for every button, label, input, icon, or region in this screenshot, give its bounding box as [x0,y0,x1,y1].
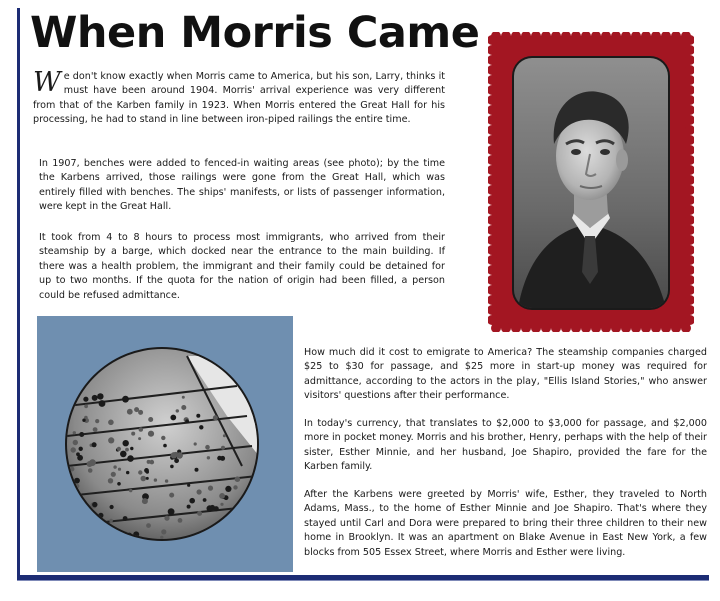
great-hall-photo [37,316,293,572]
crowd-figure [70,540,75,545]
crowd-figure [154,478,157,481]
left-border-rule [17,8,20,580]
crowd-figure [146,523,151,528]
crowd-figure [83,397,88,402]
crowd-figure [123,440,129,446]
crowd-figure [108,437,114,443]
crowd-figure [164,516,169,521]
crowd-figure [208,486,213,491]
crowd-figure [111,536,115,540]
paragraph-processing: It took from 4 to 8 hours to process most immigrants, who arrived from their steamship by a barge, which docked near the entrance to the main building. If there was a health problem, the immigrant and their family could be detained for up to two months. If the quota for the nation of origin had been filled, a person could be refused admittance. [39,232,445,301]
crowd-figure [182,396,185,399]
crowd-figure [205,445,210,450]
crowd-figure [131,432,135,436]
crowd-figure [176,409,179,412]
crowd-figure [123,516,128,521]
crowd-figure [120,451,127,458]
bottom-border-rule [17,575,709,580]
crowd-figure [168,508,175,515]
crowd-figure [161,529,166,534]
crowd-figure [130,447,133,450]
crowd-figure [139,427,144,432]
crowd-figure [150,460,155,465]
crowd-figure [117,482,121,486]
drop-cap: W [33,67,61,98]
crowd-figure [165,479,168,482]
crowd-figure [160,536,163,539]
crowd-figure [194,442,197,445]
crowd-figure [73,440,78,445]
crowd-figure [187,484,190,487]
crowd-figure [127,409,133,415]
crowd-figure [197,511,202,516]
crowd-figure [109,519,113,523]
crowd-figure [111,472,116,477]
crowd-figure [82,419,85,422]
crowd-figure [149,542,155,548]
crowd-figure [125,448,129,452]
crowd-figure [220,503,223,506]
crowd-figure [207,505,213,511]
crowd-figure [134,407,139,412]
crowd-figure [138,470,142,474]
crowd-figure [76,452,80,456]
crowd-figure [213,415,218,420]
crowd-figure [223,434,226,437]
crowd-figure [199,425,203,429]
crowd-figure [113,465,116,468]
crowd-figure [187,505,191,509]
crowd-figure [99,400,106,407]
page-title: When Morris Came [30,8,480,58]
crowd-figure [108,420,114,426]
paragraph-brooklyn: After the Karbens were greeted by Morris' wife, Esther, they traveled to North Adams, Mass., to the home of Esther Minnie and Joe Shapiro. That's where they stayed until Carl and Dora were prepared to bring their three children to their new home in Brooklyn. It was an apartment on Blake Avenue in East New York, a few blocks from 505 Essex Street, where Morris and Esther were living. [304,489,707,558]
crowd-figure [161,436,165,440]
crowd-figure [196,414,200,418]
crowd-figure [170,415,176,421]
crowd-figure [177,452,183,458]
crowd-figure [217,456,222,461]
portrait-photo [488,32,694,332]
crowd-figure [185,419,189,423]
crowd-figure [215,538,222,545]
crowd-figure [85,542,90,547]
crowd-figure [148,431,154,437]
crowd-figure [92,502,97,507]
crowd-figure [233,485,237,489]
crowd-figure [122,396,129,403]
crowd-figure [84,404,88,408]
crowd-figure [163,444,167,448]
crowd-figure [79,447,83,451]
crowd-figure [170,465,174,469]
crowd-figure [189,498,195,504]
crowd-figure [203,498,207,502]
crowd-figure [117,447,121,451]
crowd-figure [126,471,129,474]
crowd-figure [73,431,76,434]
crowd-figure [97,393,103,399]
crowd-figure [121,544,124,547]
crowd-figure [142,498,148,504]
crowd-figure [138,437,141,440]
crowd-figure [71,447,76,452]
crowd-figure [80,505,85,510]
crowd-figure [221,536,226,541]
crowd-figure [235,476,241,482]
crowd-figure [181,405,186,410]
crowd-figure [214,506,219,511]
crowd-figure [110,505,114,509]
crowd-figure [148,417,153,422]
crowd-figure [95,419,99,423]
crowd-figure [99,541,104,546]
crowd-figure [71,507,76,512]
crowd-figure [174,458,179,463]
crowd-figure [87,461,93,467]
paragraph-benches: In 1907, benches were added to fenced-in waiting areas (see photo); by the time the Karbens arrived, those railings were gone from the Great Hall, which was entirely filled with benches. The ships' manifests, or lists of passenger information, were kept in the Great Hall. [39,158,445,213]
crowd-figure [88,468,93,473]
crowd-figure [225,486,231,492]
crowd-figure [92,442,97,447]
crowd-figure [129,489,132,492]
crowd-figure [221,446,225,450]
crowd-figure [93,427,98,432]
intro-paragraph [33,67,445,128]
paragraph-cost: How much did it cost to emigrate to America? The steamship companies charged $25 to $30 for passage, and $25 more in start-up money was required for admittance, according to the actors in the play, "Ellis Island Stories," who answer visitors' questions after their performance. [304,347,707,402]
crowd-figure [233,512,240,519]
crowd-figure [146,477,149,480]
crowd-figure [79,432,84,437]
crowd-figure [127,455,134,462]
crowd-figure [141,476,147,482]
crowd-figure [108,478,113,483]
crowd-figure [90,528,96,534]
crowd-figure [118,468,121,471]
crowd-figure [195,468,199,472]
crowd-figure [219,493,225,499]
crowd-figure [207,456,210,459]
paragraph-currency: In today's currency, that translates to $2,000 to $3,000 for passage, and $2,000 more in pocket money. Morris and his brother, Henry, perhaps with the help of their sister, Esther Minnie, and her husband, Joe Shapiro, provided the fare for the Karben family. [304,418,707,473]
crowd-figure [169,493,174,498]
intro-text: e don't know exactly when Morris came to America, but his son, Larry, thinks it must have been around 1904. Morris' arrival experience was very different from that of the Karben family in 1923. When Morris entered the Great Hall for his processing, he had to stand in line between iron-piped railings the entire time. [33,71,445,126]
great-hall-photo-panel [37,316,293,572]
crowd-figure [178,518,183,523]
crowd-figure [92,395,98,401]
crowd-figure [197,489,202,494]
crowd-figure [144,468,149,473]
